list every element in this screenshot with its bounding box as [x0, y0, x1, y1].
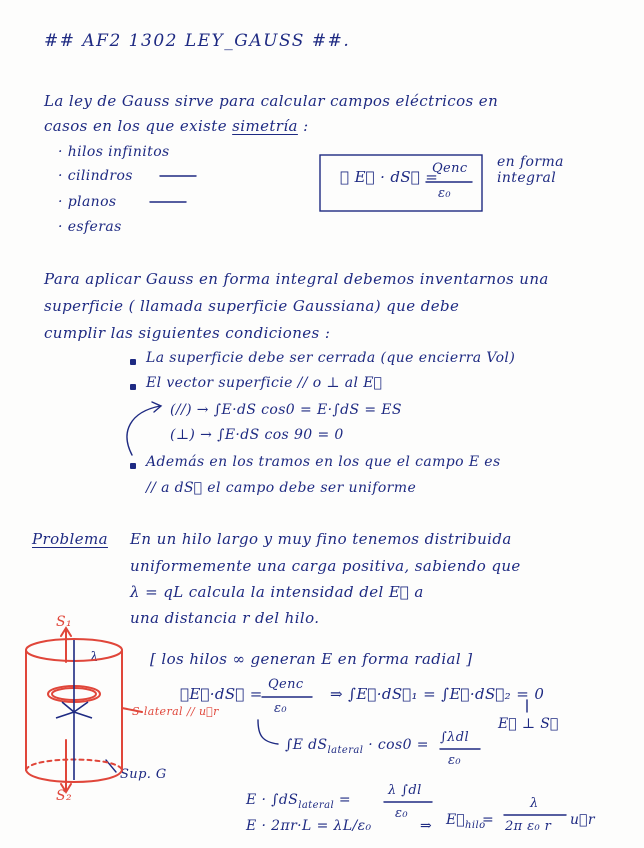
- perpendicular-note: E⃗ ⊥ S⃗: [498, 716, 559, 732]
- eq4-e: E⃗: [446, 812, 466, 828]
- case-parallel: (//) → ∫E·dS cos0 = E·∫dS = ES: [170, 402, 402, 418]
- problem-line-1: En un hilo largo y muy fino tenemos distribuida: [130, 530, 512, 548]
- condition-closed-surface: La superficie debe ser cerrada (que encierra Vol): [146, 350, 516, 366]
- eq1-lhs: ∮E⃗·dS⃗ =: [180, 685, 263, 703]
- formula-note-1: en forma: [497, 154, 564, 170]
- label-s1: S₁: [56, 614, 73, 630]
- list-item: · esferas: [58, 219, 122, 235]
- label-lateral: S lateral // u⃗r: [132, 705, 219, 718]
- gauss-formula-numerator: Qenc: [432, 161, 468, 176]
- problem-line-2: uniformemente una carga positiva, sabiendo que: [130, 557, 521, 575]
- eq2-denominator: ε₀: [448, 753, 461, 768]
- formula-box: [320, 155, 482, 211]
- list-item: · cilindros: [58, 168, 133, 184]
- eq1-rhs: ⇒ ∫E⃗·dS⃗₁ = ∫E⃗·dS⃗₂ = 0: [330, 685, 545, 703]
- label-lambda: λ: [90, 650, 99, 665]
- eq2-tail: · cos0 =: [368, 737, 429, 753]
- problem-line-4: una distancia r del hilo.: [130, 609, 320, 627]
- eq3-sub: lateral: [298, 799, 335, 811]
- gauss-formula-denominator: ε₀: [438, 186, 451, 201]
- eq3-equals: =: [338, 792, 352, 808]
- intro-line-2-prefix: casos en los que existe: [44, 117, 227, 135]
- eq4-equals: =: [482, 812, 495, 828]
- case-perpendicular: (⊥) → ∫E·dS cos 90 = 0: [170, 427, 344, 443]
- eq2-numerator: ∫λdl: [440, 730, 470, 745]
- label-s2: S₂: [56, 788, 73, 804]
- formula-note-2: integral: [497, 170, 557, 186]
- eq4-unit-vector: u⃗r: [570, 812, 595, 828]
- eq4: E · 2πr·L = λL/ε₀: [246, 818, 372, 834]
- page-title: ## AF2 1302 LEY_GAUSS ##.: [44, 31, 351, 51]
- eq3-lhs: E · ∫dS: [246, 792, 299, 808]
- eq4-denominator: 2π ε₀ r: [505, 819, 552, 834]
- symmetry-word: simetría: [232, 117, 298, 135]
- radial-field-note: [ los hilos ∞ generan E en forma radial ]: [150, 650, 473, 668]
- conditions-line-3: cumplir las siguientes condiciones :: [44, 324, 331, 342]
- label-sup-g: Sup. G: [120, 767, 167, 782]
- list-item: · hilos infinitos: [58, 144, 170, 160]
- eq1-numerator: Qenc: [268, 677, 304, 692]
- intro-line-1: La ley de Gauss sirve para calcular campos eléctricos en: [44, 92, 499, 110]
- gauss-formula-lhs: ∮ E⃗ · dS⃗ =: [340, 168, 439, 186]
- intro-line-2-suffix: :: [303, 117, 309, 135]
- condition-uniform-field-cont: // a dS⃗ el campo debe ser uniforme: [146, 480, 417, 496]
- eq4-numerator: λ: [530, 796, 539, 811]
- eq2-integral: ∫E dS: [285, 737, 328, 753]
- eq4-arrow: ⇒: [420, 818, 433, 834]
- condition-uniform-field: Además en los tramos en los que el campo E es: [146, 454, 501, 470]
- hook-arrow: [258, 720, 278, 744]
- conditions-line-1: Para aplicar Gauss en forma integral debemos inventarnos una: [44, 270, 549, 288]
- problem-line-3: λ = qL calcula la intensidad del E⃗ a: [130, 583, 424, 601]
- conditions-line-2: superficie ( llamada superficie Gaussiana) que debe: [44, 297, 460, 315]
- eq1-denominator: ε₀: [274, 701, 287, 716]
- gaussian-cylinder: [26, 628, 142, 792]
- eq3-numerator: λ ∫dl: [388, 783, 422, 798]
- problem-label: Problema: [32, 530, 108, 548]
- eq4-e-sub: hilo: [465, 819, 486, 831]
- eq2-sub: lateral: [327, 744, 364, 756]
- condition-vector-surface: El vector superficie // o ⊥ al E⃗: [146, 375, 383, 391]
- eq3-denominator: ε₀: [395, 806, 408, 821]
- list-item: · planos: [58, 194, 117, 210]
- curved-arrow: [127, 406, 160, 455]
